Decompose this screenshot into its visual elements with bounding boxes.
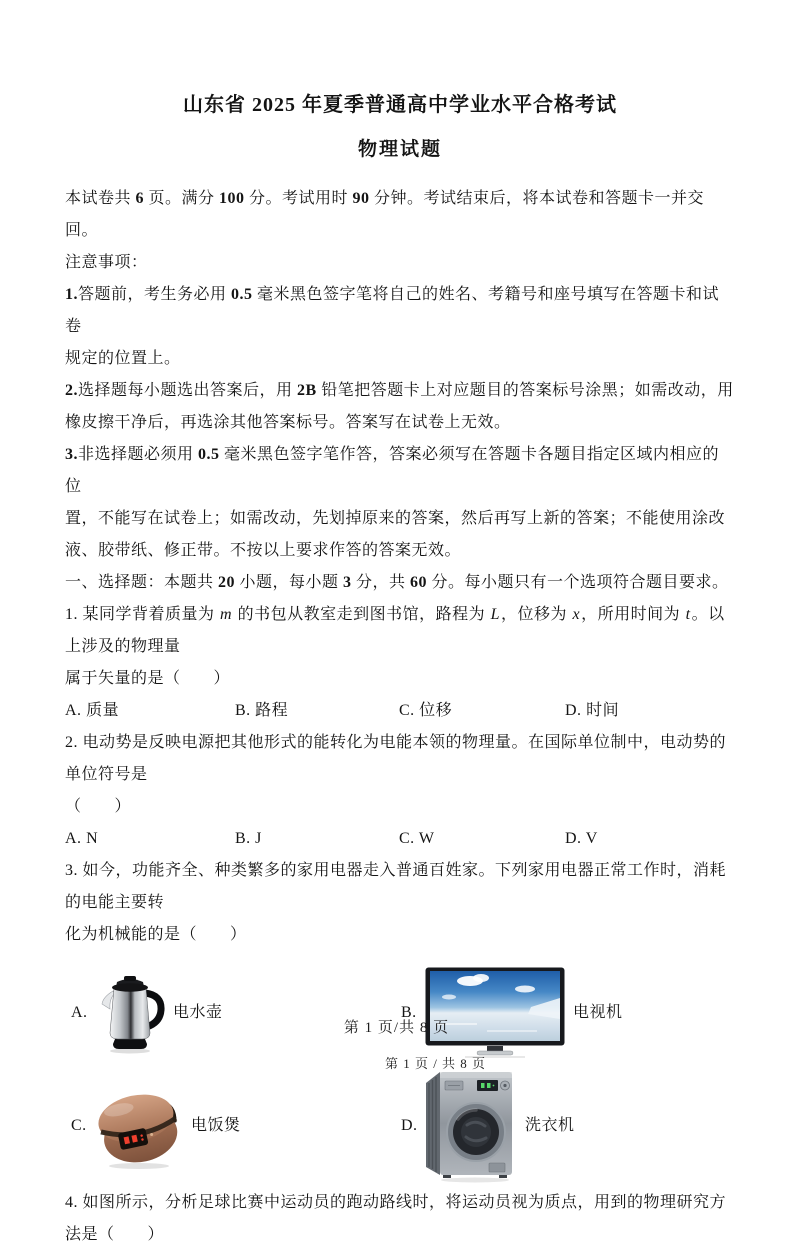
question-2-line-2: （ ） <box>65 798 132 815</box>
notice-text: 答题前，考生务必用 <box>78 286 232 303</box>
notice-text: 毫米黑色签字笔将自己的姓名、考籍号和座号填写在答题卡和试卷 <box>65 286 720 335</box>
exam-title <box>65 88 735 117</box>
question-text: ，位移为 <box>501 606 572 623</box>
appliance-name: 电视机 <box>573 1004 623 1021</box>
notice-item-1-line-2: 规定的位置上。 <box>65 350 181 367</box>
option-label: A. <box>65 702 82 719</box>
meta-minutes: 90 <box>352 190 370 207</box>
section-1-heading <box>65 567 735 599</box>
exam-meta-line <box>65 183 735 247</box>
q1-option-c <box>399 695 565 727</box>
question-3-line-1: 3. 如今，功能齐全、种类繁多的家用电器走入普通百姓家。下列家用电器正常工作时，消耗的电能主要转 <box>65 862 727 911</box>
q1-option-a <box>65 695 235 727</box>
notice-item-2-line-2: 橡皮擦干净后，再选涂其他答案标号。答案写在试卷上无效。 <box>65 414 511 431</box>
option-text: J <box>255 830 262 847</box>
question-2-line-1: 2. 电动势是反映电源把其他形式的能转化为电能本领的物理量。在国际单位制中，电动势的单位符号是 <box>65 734 727 783</box>
viewer-page-footer: 第 1 页 / 共 8 页 <box>384 1056 487 1071</box>
section-points-total: 60 <box>410 574 428 591</box>
question-1-options <box>65 695 735 727</box>
q3-option-d <box>395 1065 575 1187</box>
television-icon <box>425 967 565 1059</box>
exam-subtitle: 物理试题 <box>357 139 442 160</box>
option-text: N <box>86 830 99 847</box>
appliance-name: 洗衣机 <box>525 1117 575 1134</box>
notice-item-3-line-3: 液、胶带纸、修正带。不按以上要求作答的答案无效。 <box>65 542 462 559</box>
notice-number: 1. <box>65 286 78 303</box>
notice-number: 2. <box>65 382 78 399</box>
notice-text: 毫米黑色签字笔作答，答案必须写在答题卡各题目指定区域内相应的位 <box>65 446 720 495</box>
exam-title-post: 年夏季普通高中学业水平合格考试 <box>296 94 617 116</box>
option-text: 时间 <box>586 702 620 719</box>
question-1-line-2: 属于矢量的是（ ） <box>65 670 231 687</box>
option-text: W <box>418 830 435 847</box>
rice-cooker-icon <box>95 1080 183 1172</box>
meta-pages: 6 <box>135 190 145 207</box>
notice-item-1 <box>65 279 735 343</box>
question-2-options <box>65 823 735 855</box>
notice-text: 选择题每小题选出答案后，用 <box>78 382 298 399</box>
option-text: V <box>585 830 598 847</box>
question-3-line-2: 化为机械能的是（ ） <box>65 926 247 943</box>
section-text: 分。每小题只有一个选项符合题目要求。 <box>427 574 729 591</box>
section-text: 分，共 <box>351 574 411 591</box>
q2-option-b <box>235 823 399 855</box>
option-label: D. <box>565 702 582 719</box>
option-label: C. <box>399 830 415 847</box>
q2-option-a <box>65 823 235 855</box>
q2-option-c <box>399 823 565 855</box>
question-text: ，所用时间为 <box>581 606 685 623</box>
variable-x: x <box>572 606 581 623</box>
variable-m: m <box>220 606 233 623</box>
question-text: 的书包从教室走到图书馆，路程为 <box>233 606 490 623</box>
washing-machine-icon <box>425 1069 517 1183</box>
meta-text: 分。考试用时 <box>244 190 353 207</box>
q3-options-row-1 <box>65 961 735 1065</box>
exam-title-pre: 山东省 <box>183 94 252 116</box>
notice-bold-value: 0.5 <box>231 286 253 303</box>
option-label: D. <box>401 1117 418 1134</box>
q3-option-b <box>395 961 623 1065</box>
notice-text: 铅笔把答题卡上对应题目的答案标号涂黑；如需改动，用 <box>316 382 734 399</box>
meta-text: 页。满分 <box>144 190 220 207</box>
document-page-footer: 第 1 页/共 8 页 <box>343 1020 450 1036</box>
q1-option-d <box>565 695 619 727</box>
notice-bold-value: 0.5 <box>198 446 220 463</box>
meta-score: 100 <box>219 190 245 207</box>
option-label: D. <box>565 830 582 847</box>
meta-text: 分钟。考试结束后，将本试卷和答题卡一并交回。 <box>65 190 705 239</box>
question-text: 1. 某同学背着质量为 <box>65 606 220 623</box>
q3-option-a <box>65 961 395 1065</box>
notice-bold-value: 2B <box>297 382 317 399</box>
option-label: A. <box>65 830 82 847</box>
section-points-each: 3 <box>343 574 352 591</box>
appliance-name: 电饭煲 <box>191 1117 241 1134</box>
option-text: 质量 <box>86 702 120 719</box>
electric-kettle-icon <box>95 971 165 1055</box>
option-text: 位移 <box>419 702 453 719</box>
variable-t: t <box>685 606 691 623</box>
option-text: 路程 <box>255 702 289 719</box>
option-label: C. <box>399 702 415 719</box>
q1-option-b <box>235 695 399 727</box>
exam-body <box>65 183 735 1251</box>
section-text: 小题，每小题 <box>235 574 344 591</box>
section-count: 20 <box>218 574 236 591</box>
notice-text: 非选择题必须用 <box>78 446 199 463</box>
q3-option-c <box>65 1065 395 1187</box>
question-text: 。以上涉及的物理量 <box>65 606 725 655</box>
q3-options-row-2 <box>65 1065 735 1187</box>
question-1-line-1 <box>65 599 735 663</box>
appliance-name: 电水壶 <box>173 1004 223 1021</box>
question-4-line-1: 4. 如图所示，分析足球比赛中运动员的跑动路线时，将运动员视为质点，用到的物理研究方法是（ ） <box>65 1194 727 1243</box>
notice-item-3 <box>65 439 735 503</box>
notice-item-2 <box>65 375 735 407</box>
notice-number: 3. <box>65 446 78 463</box>
q2-option-d <box>565 823 598 855</box>
option-label: B. <box>235 702 251 719</box>
option-label: B. <box>401 1004 417 1021</box>
option-label: B. <box>235 830 251 847</box>
notice-item-3-line-2: 置，不能写在试卷上；如需改动，先划掉原来的答案，然后再写上新的答案；不能使用涂改 <box>65 510 726 527</box>
variable-L: L <box>490 606 500 623</box>
meta-text: 本试卷共 <box>65 190 136 207</box>
option-label: C. <box>71 1117 87 1134</box>
option-label: A. <box>71 1004 88 1021</box>
notice-heading: 注意事项： <box>65 254 148 271</box>
section-text: 一、选择题：本题共 <box>65 574 219 591</box>
exam-title-year: 2025 <box>252 94 296 116</box>
